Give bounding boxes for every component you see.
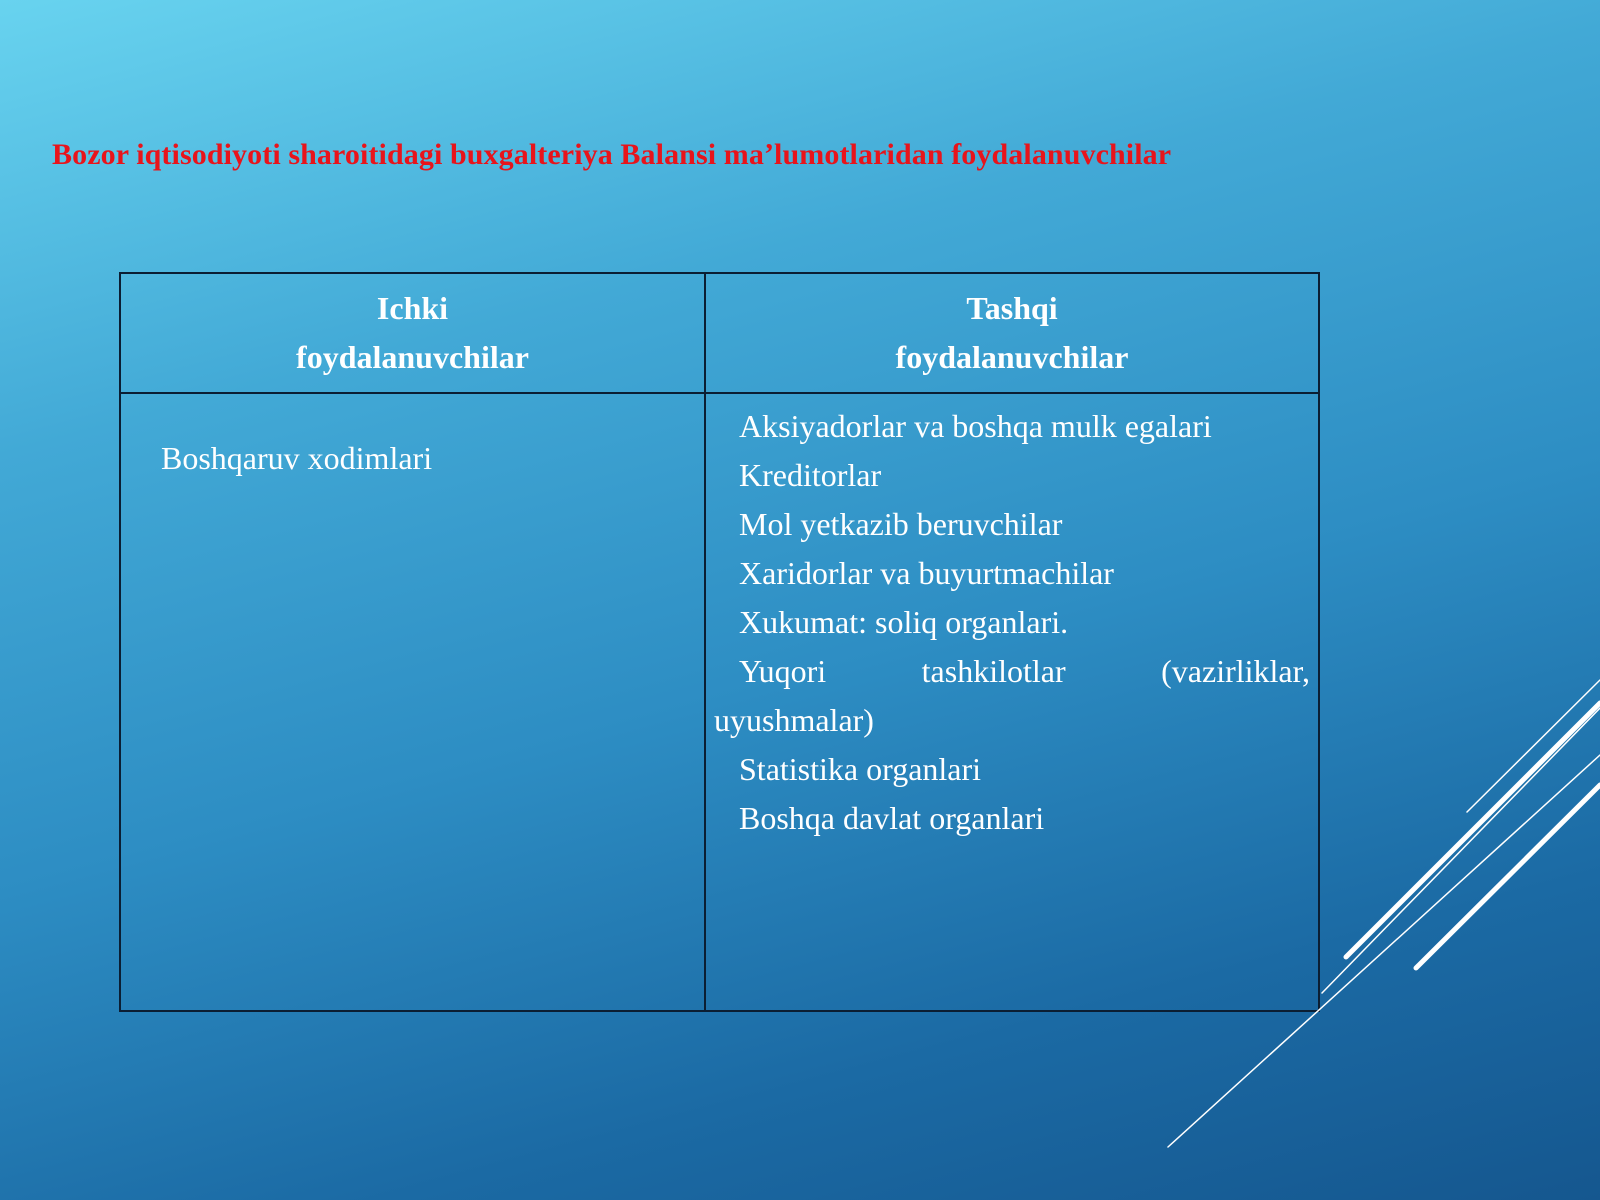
list-item: Boshqa davlat organlari (739, 800, 1045, 836)
list-item: Aksiyadorlar va boshqa mulk egalari (739, 408, 1212, 444)
header-internal-users (120, 273, 705, 393)
table-header-row (120, 273, 1319, 393)
decor-line (1346, 703, 1600, 957)
internal-users-cell (120, 393, 705, 1011)
list-item: Boshqaruv xodimlari (161, 440, 433, 476)
list-item: Statistika organlari (739, 751, 982, 787)
slide-title: Bozor iqtisodiyoti sharoitidagi buxgalteriya Balansi maʼlumotlaridan foydalanuvchilar (52, 138, 1172, 171)
header-external-users (705, 273, 1319, 393)
table-row (120, 393, 1319, 1011)
external-users-cell (705, 393, 1319, 1011)
decor-line (1416, 785, 1600, 968)
header-external-line1: Tashqi (966, 290, 1058, 326)
header-internal-line2: foydalanuvchilar (296, 339, 529, 375)
external-users-list (714, 402, 1310, 843)
header-internal-line1: Ichki (376, 290, 449, 326)
decor-line (1467, 680, 1600, 812)
list-item: Xukumat: soliq organlari. (739, 604, 1069, 640)
header-external-line2: foydalanuvchilar (895, 339, 1129, 375)
list-item: Yuqori tashkilotlar (vazirliklar, uyushmalar) (714, 653, 1310, 738)
list-item: Mol yetkazib beruvchilar (739, 506, 1063, 542)
list-item: Xaridorlar va buyurtmachilar (739, 555, 1114, 591)
decor-line (1322, 708, 1600, 993)
users-table (119, 272, 1320, 1012)
list-item: Kreditorlar (739, 457, 882, 493)
